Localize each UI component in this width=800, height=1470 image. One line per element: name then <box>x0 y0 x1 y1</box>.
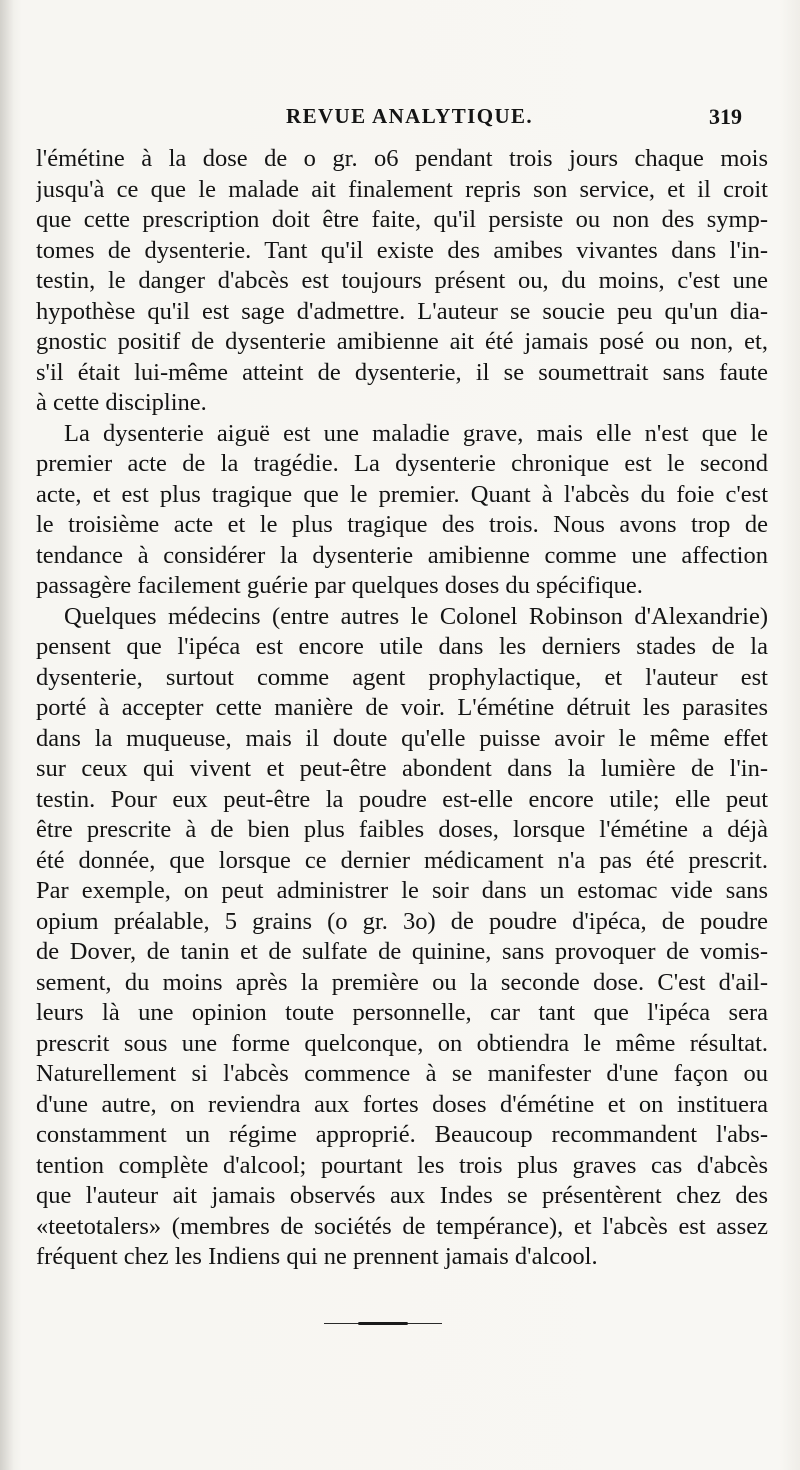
text-line: gnostic positif de dysenterie amibienne ait été jamais posé ou non, et, <box>36 328 768 355</box>
text-line: tendance à considérer la dysenterie amibienne comme une affection <box>36 541 768 569</box>
binding-shadow <box>0 0 14 1470</box>
text-line: être prescrite à de bien plus faibles doses, lorsque l'émétine a déjà <box>36 816 768 843</box>
text-line: que l'auteur ait jamais observés aux Indes se présentèrent chez des <box>36 1182 768 1209</box>
text-line: leurs là une opinion toute personnelle, car tant que l'ipéca sera <box>36 999 768 1026</box>
text-line: dysenterie, surtout comme agent prophylactique, et l'auteur est <box>36 663 768 691</box>
paragraph-3 <box>36 602 768 1273</box>
text-line: premier acte de la tragédie. La dysenterie chronique est le second <box>36 450 768 477</box>
text-line: l'émétine à la dose de o gr. o6 pendant trois jours chaque mois <box>36 145 768 172</box>
text-line: dans la muqueuse, mais il doute qu'elle puisse avoir le même effet <box>36 724 768 752</box>
text-line: s'il était lui-même atteint de dysenterie, il se soumettrait sans faute <box>36 358 768 386</box>
paragraph-2 <box>36 419 768 602</box>
text-line: prescrit sous une forme quelconque, on obtiendra le même résultat. <box>36 1029 768 1057</box>
text-line: La dysenterie aiguë est une maladie grave, mais elle n'est que le <box>64 419 768 447</box>
text-line: d'une autre, on reviendra aux fortes doses d'émétine et on instituera <box>36 1090 768 1118</box>
text-line: tomes de dysenterie. Tant qu'il existe des amibes vivantes dans l'in- <box>36 236 768 264</box>
body-text <box>36 144 768 1273</box>
text-line: jusqu'à ce que le malade ait finalement repris son service, et il croit <box>36 175 768 203</box>
text-line: acte, et est plus tragique que le premier. Quant à l'abcès du foie c'est <box>36 480 768 508</box>
text-line: de Dover, de tanin et de sulfate de quinine, sans provoquer de vomis- <box>36 938 768 965</box>
text-line: Par exemple, on peut administrer le soir dans un estomac vide sans <box>36 877 768 904</box>
text-line: tention complète d'alcool; pourtant les trois plus graves cas d'abcès <box>36 1151 768 1179</box>
text-line: été donnée, que lorsque ce dernier médicament n'a pas été prescrit. <box>36 846 768 874</box>
text-line: porté à accepter cette manière de voir. L'émétine détruit les parasites <box>36 694 768 721</box>
paragraph-1 <box>36 144 768 419</box>
text-line: hypothèse qu'il est sage d'admettre. L'auteur se soucie peu qu'un dia- <box>36 297 768 325</box>
text-line: pensent que l'ipéca est encore utile dans les derniers stades de la <box>36 633 768 660</box>
page-number: 319 <box>709 104 742 129</box>
text-line: sement, du moins après la première ou la seconde dose. C'est d'ail- <box>36 968 768 996</box>
text-line: testin. Pour eux peut-être la poudre est-elle encore utile; elle peut <box>36 785 768 813</box>
rule-thick-line <box>358 1322 408 1325</box>
section-end-rule <box>324 1321 442 1325</box>
running-title: REVUE ANALYTIQUE. <box>286 104 534 128</box>
text-line: sur ceux qui vivent et peut-être abondent dans la lumière de l'in- <box>36 755 768 782</box>
text-line: «teetotalers» (membres de sociétés de tempérance), et l'abcès est assez <box>36 1212 768 1240</box>
text-line: testin, le danger d'abcès est toujours présent ou, du moins, c'est une <box>36 267 768 294</box>
text-line: le troisième acte et le plus tragique des trois. Nous avons trop de <box>36 511 768 538</box>
text-line: passagère facilement guérie par quelques doses du spécifique. <box>36 572 643 599</box>
text-line: Quelques médecins (entre autres le Colonel Robinson d'Alexandrie) <box>64 602 768 630</box>
text-line: que cette prescription doit être faite, qu'il persiste ou non des symp- <box>36 206 768 233</box>
text-line: Naturellement si l'abcès commence à se manifester d'une façon ou <box>36 1060 768 1087</box>
text-line: constamment un régime approprié. Beaucoup recommandent l'abs- <box>36 1121 768 1148</box>
text-line: à cette discipline. <box>36 389 207 416</box>
text-line: fréquent chez les Indiens qui ne prennent jamais d'alcool. <box>36 1243 598 1270</box>
text-line: opium préalable, 5 grains (o gr. 3o) de poudre d'ipéca, de poudre <box>36 907 768 935</box>
running-head <box>0 104 800 138</box>
